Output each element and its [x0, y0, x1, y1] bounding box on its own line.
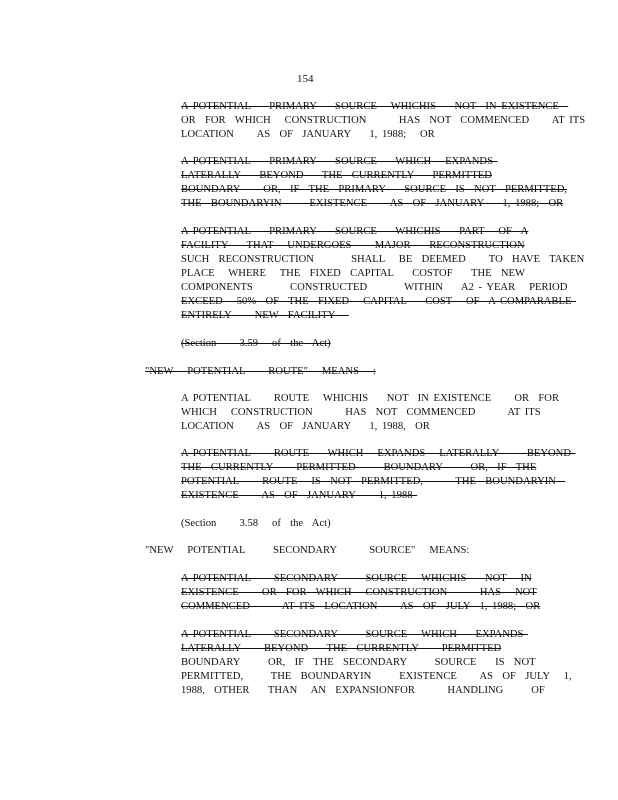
text-line: THE CURRENTLY PERMITTED BOUNDARY OR, IF THE	[181, 462, 537, 473]
text-line: LATERALLY BEYOND THE CURRENTLY PERMITTED	[181, 643, 502, 654]
text-line: A POTENTIAL PRIMARY SOURCE WHICHIS PART OF A	[181, 226, 529, 237]
text-line: COMPONENTS CONSTRUCTED WITHIN A2 - YEAR PERIOD	[181, 282, 568, 293]
text-line: LOCATION AS OF JANUARY 1, 1988, OR	[181, 421, 430, 432]
text-line: BOUNDARY OR, IF THE SECONDARY SOURCE IS NOT	[181, 657, 536, 668]
text-line: EXISTENCE AS OF JANUARY 1, 1988	[181, 490, 418, 501]
paragraph-secondary-expands-laterally	[181, 628, 572, 698]
text-line: POTENTIAL ROUTE IS NOT PERMITTED, THE BOUNDARYIN	[181, 476, 566, 487]
heading-text: "NEW POTENTIAL SECONDARY SOURCE" MEANS:	[145, 545, 470, 556]
paragraph-primary-expands-laterally	[181, 155, 568, 211]
text-line: COMMENCED AT ITS LOCATION AS OF JULY 1, 1988; OR	[181, 601, 541, 612]
page-number: 154	[297, 73, 314, 85]
text-line: A POTENTIAL ROUTE WHICHIS NOT IN EXISTENCE OR FOR	[181, 393, 560, 404]
text-line: SUCH RECONSTRUCTION SHALL BE DEEMED TO HAVE TAKEN	[181, 254, 585, 265]
text-line: THE BOUNDARYIN EXISTENCE AS OF JANUARY 1, 1988; OR	[181, 198, 564, 209]
text-line: BOUNDARY OR, IF THE PRIMARY SOURCE IS NOT PERMITTED,	[181, 184, 568, 195]
text-line: 1988, OTHER THAN AN EXPANSIONFOR HANDLING OF	[181, 685, 545, 696]
text-line: EXCEED 50% OF THE FIXED CAPITAL COST OF A COMPARABLE	[181, 296, 577, 307]
definition-heading-new-potential-secondary-source	[145, 544, 545, 558]
text-line: PERMITTED, THE BOUNDARYIN EXISTENCE AS OF JULY 1,	[181, 671, 572, 682]
paragraph-route-expands-laterally	[181, 447, 576, 503]
citation-section-3-58	[181, 517, 541, 531]
paragraph-secondary-not-in-existence	[181, 572, 541, 614]
text-line: A POTENTIAL SECONDARY SOURCE WHICHIS NOT IN	[181, 573, 532, 584]
paragraph-primary-reconstruction	[181, 225, 585, 323]
citation-text: (Section 3.58 of the Act)	[181, 518, 331, 529]
text-line: A POTENTIAL PRIMARY SOURCE WHICHIS NOT IN EXISTENCE	[181, 101, 569, 112]
text-line: LATERALLY BEYOND THE CURRENTLY PERMITTED	[181, 170, 492, 181]
text-line: WHICH CONSTRUCTION HAS NOT COMMENCED AT ITS	[181, 407, 541, 418]
paragraph-primary-not-in-existence	[181, 100, 586, 142]
definition-heading-new-potential-route	[145, 365, 545, 379]
text-line: LOCATION AS OF JANUARY 1, 1988; OR	[181, 129, 435, 140]
citation-text: (Section 3.59 of the Act)	[181, 338, 331, 349]
text-line: A POTENTIAL ROUTE WHICH EXPANDS LATERALLY BEYOND	[181, 448, 576, 459]
text-line: EXISTENCE OR FOR WHICH CONSTRUCTION HAS NOT	[181, 587, 537, 598]
text-line: A POTENTIAL SECONDARY SOURCE WHICH EXPANDS	[181, 629, 529, 640]
citation-section-3-59	[181, 337, 541, 351]
text-line: FACILITY THAT UNDERGOES MAJOR RECONSTRUCTION	[181, 240, 525, 251]
text-line: A POTENTIAL PRIMARY SOURCE WHICH EXPANDS	[181, 156, 498, 167]
heading-text: "NEW POTENTIAL ROUTE" MEANS :	[145, 366, 376, 377]
text-line: ENTIRELY NEW FACILITY	[181, 310, 349, 321]
text-line: OR FOR WHICH CONSTRUCTION HAS NOT COMMENCED AT ITS	[181, 115, 586, 126]
text-line: PLACE WHERE THE FIXED CAPITAL COSTOF THE NEW	[181, 268, 526, 279]
paragraph-route-not-in-existence	[181, 392, 560, 434]
